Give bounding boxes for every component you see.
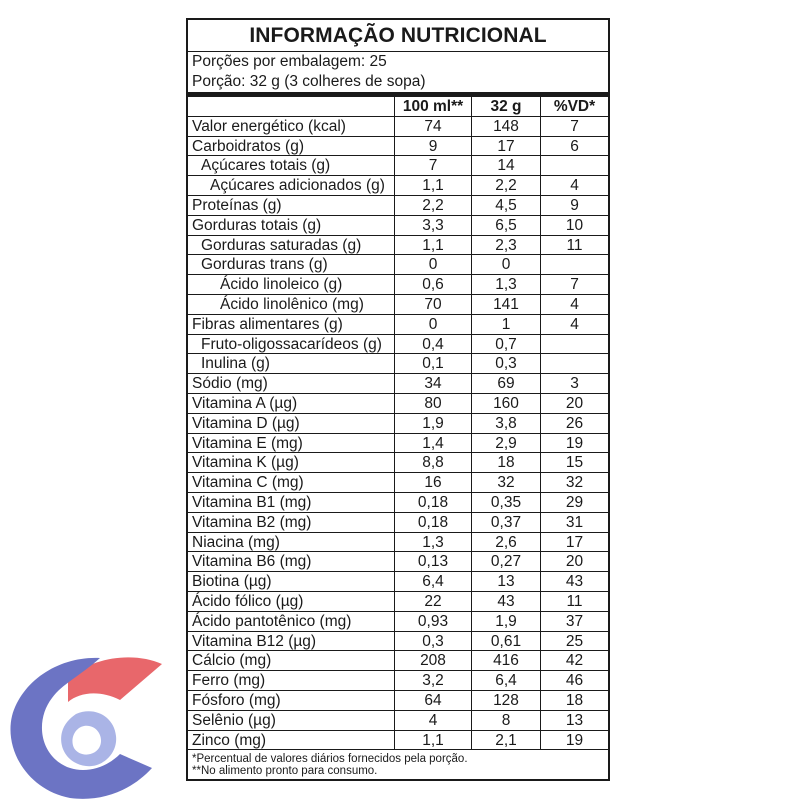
value-per-portion: 0,37	[472, 513, 541, 532]
nutrient-name: Açúcares adicionados (g)	[188, 176, 395, 195]
table-row	[188, 335, 608, 355]
nutrient-name: Vitamina C (mg)	[188, 473, 395, 492]
table-row	[188, 156, 608, 176]
table-row	[188, 255, 608, 275]
table-row	[188, 473, 608, 493]
table-row	[188, 137, 608, 157]
nutrient-name: Vitamina B1 (mg)	[188, 493, 395, 512]
nutrient-name: Fibras alimentares (g)	[188, 315, 395, 334]
value-per-portion: 0,7	[472, 335, 541, 354]
value-per-portion: 18	[472, 453, 541, 472]
value-per-portion: 2,1	[472, 731, 541, 750]
daily-value-percent: 42	[565, 652, 584, 670]
value-per-portion: 2,6	[472, 533, 541, 552]
value-per-100ml: 1,3	[395, 533, 472, 552]
value-per-portion: 69	[472, 374, 541, 393]
value-per-portion: 0	[472, 255, 541, 274]
daily-value-percent: 43	[565, 573, 584, 591]
value-per-100ml: 74	[395, 117, 472, 136]
value-per-portion: 1,3	[472, 275, 541, 294]
table-row	[188, 513, 608, 533]
table-row	[188, 394, 608, 414]
daily-value-percent: 7	[570, 117, 579, 135]
nutrient-name: Proteínas (g)	[188, 196, 395, 215]
nutrient-name: Ferro (mg)	[188, 671, 395, 690]
table-row	[188, 691, 608, 711]
nutrient-name: Açúcares totais (g)	[188, 156, 395, 175]
table-row	[188, 275, 608, 295]
value-per-100ml: 0,6	[395, 275, 472, 294]
daily-value-percent: 29	[565, 493, 584, 511]
daily-value-percent: 4	[570, 295, 579, 313]
daily-value-percent: 17	[565, 533, 584, 551]
nutrition-label	[186, 18, 610, 781]
table-row	[188, 552, 608, 572]
value-per-portion: 43	[472, 592, 541, 611]
nutrient-name: Ácido fólico (µg)	[188, 592, 395, 611]
value-per-portion: 4,5	[472, 196, 541, 215]
daily-value-percent: 20	[565, 553, 584, 571]
nutrient-name: Vitamina B12 (µg)	[188, 632, 395, 651]
table-row	[188, 453, 608, 473]
value-per-100ml: 4	[395, 711, 472, 730]
value-per-portion: 148	[472, 117, 541, 136]
table-row	[188, 374, 608, 394]
value-per-portion: 0,61	[472, 632, 541, 651]
footnote-daily-value: *Percentual de valores diários fornecidos pela porção.	[192, 753, 468, 765]
table-row	[188, 731, 608, 751]
value-per-portion: 14	[472, 156, 541, 175]
daily-value-percent: 20	[565, 394, 584, 412]
daily-value-percent: 9	[570, 196, 579, 214]
nutrient-name: Niacina (mg)	[188, 533, 395, 552]
header-nutrient	[188, 97, 395, 116]
nutrient-name: Carboidratos (g)	[188, 137, 395, 156]
value-per-100ml: 8,8	[395, 453, 472, 472]
value-per-100ml: 1,1	[395, 236, 472, 255]
table-row	[188, 711, 608, 731]
header-per-portion: 32 g	[472, 97, 541, 116]
value-per-portion: 3,8	[472, 414, 541, 433]
value-per-100ml: 0	[395, 315, 472, 334]
portion-size: Porção: 32 g (3 colheres de sopa)	[192, 73, 426, 90]
nutrient-name: Ácido pantotênico (mg)	[188, 612, 395, 631]
value-per-100ml: 70	[395, 295, 472, 314]
table-row	[188, 434, 608, 454]
value-per-100ml: 6,4	[395, 572, 472, 591]
value-per-portion: 0,3	[472, 354, 541, 373]
brand-logo	[0, 650, 170, 800]
nutrient-name: Gorduras saturadas (g)	[188, 236, 395, 255]
daily-value-percent: 31	[565, 513, 584, 531]
table-row	[188, 176, 608, 196]
table-row	[188, 592, 608, 612]
value-per-portion: 160	[472, 394, 541, 413]
value-per-100ml: 3,3	[395, 216, 472, 235]
value-per-portion: 141	[472, 295, 541, 314]
table-row	[188, 533, 608, 553]
table-row	[188, 612, 608, 632]
nutrient-name: Cálcio (mg)	[188, 651, 395, 670]
value-per-portion: 17	[472, 137, 541, 156]
value-per-portion: 2,9	[472, 434, 541, 453]
table-row	[188, 354, 608, 374]
nutrient-name: Fruto-oligossacarídeos (g)	[188, 335, 395, 354]
value-per-100ml: 1,1	[395, 731, 472, 750]
table-row	[188, 315, 608, 335]
daily-value-percent: 3	[570, 375, 579, 393]
value-per-portion: 1	[472, 315, 541, 334]
value-per-portion: 6,5	[472, 216, 541, 235]
nutrient-name: Biotina (µg)	[188, 572, 395, 591]
value-per-100ml: 0,18	[395, 513, 472, 532]
value-per-portion: 1,9	[472, 612, 541, 631]
value-per-100ml: 9	[395, 137, 472, 156]
value-per-portion: 13	[472, 572, 541, 591]
header-per-100ml: 100 ml**	[395, 97, 472, 116]
nutrient-name: Vitamina K (µg)	[188, 453, 395, 472]
daily-value-percent: 26	[565, 414, 584, 432]
daily-value-percent	[541, 354, 608, 373]
daily-value-percent: 46	[565, 672, 584, 690]
daily-value-percent: 25	[565, 632, 584, 650]
value-per-100ml: 3,2	[395, 671, 472, 690]
daily-value-percent: 13	[565, 711, 584, 729]
daily-value-percent: 19	[565, 434, 584, 452]
value-per-100ml: 0,18	[395, 493, 472, 512]
servings-per-package: Porções por embalagem: 25	[192, 53, 387, 70]
table-row	[188, 216, 608, 236]
daily-value-percent: 19	[565, 731, 584, 749]
value-per-100ml: 1,4	[395, 434, 472, 453]
value-per-portion: 6,4	[472, 671, 541, 690]
value-per-portion: 2,3	[472, 236, 541, 255]
value-per-100ml: 7	[395, 156, 472, 175]
daily-value-percent: 6	[570, 137, 579, 155]
nutrient-name: Selênio (µg)	[188, 711, 395, 730]
value-per-100ml: 208	[395, 651, 472, 670]
value-per-100ml: 0,4	[395, 335, 472, 354]
nutrient-name: Vitamina B6 (mg)	[188, 552, 395, 571]
table-row	[188, 671, 608, 691]
daily-value-percent	[541, 255, 608, 274]
value-per-100ml: 22	[395, 592, 472, 611]
nutrient-name: Zinco (mg)	[188, 731, 395, 750]
label-title: INFORMAÇÃO NUTRICIONAL	[249, 24, 547, 47]
daily-value-percent: 18	[565, 691, 584, 709]
table-row	[188, 572, 608, 592]
value-per-portion: 8	[472, 711, 541, 730]
table-row	[188, 295, 608, 315]
value-per-100ml: 1,9	[395, 414, 472, 433]
value-per-100ml: 2,2	[395, 196, 472, 215]
header-daily-value: %VD*	[553, 98, 596, 115]
value-per-100ml: 0	[395, 255, 472, 274]
value-per-100ml: 0,1	[395, 354, 472, 373]
nutrient-name: Vitamina B2 (mg)	[188, 513, 395, 532]
daily-value-percent	[541, 335, 608, 354]
nutrient-name: Gorduras trans (g)	[188, 255, 395, 274]
nutrient-name: Gorduras totais (g)	[188, 216, 395, 235]
daily-value-percent: 7	[570, 276, 579, 294]
daily-value-percent: 4	[570, 315, 579, 333]
daily-value-percent: 11	[566, 236, 583, 254]
table-row	[188, 117, 608, 137]
table-row	[188, 236, 608, 256]
table-row	[188, 196, 608, 216]
daily-value-percent	[541, 156, 608, 175]
nutrient-name: Inulina (g)	[188, 354, 395, 373]
table-row	[188, 493, 608, 513]
daily-value-percent: 32	[565, 474, 584, 492]
value-per-100ml: 1,1	[395, 176, 472, 195]
daily-value-percent: 4	[570, 177, 579, 195]
daily-value-percent: 15	[565, 454, 584, 472]
daily-value-percent: 11	[566, 592, 583, 610]
table-header-row	[188, 97, 608, 117]
table-row	[188, 414, 608, 434]
daily-value-percent: 37	[565, 612, 584, 630]
value-per-portion: 2,2	[472, 176, 541, 195]
value-per-100ml: 64	[395, 691, 472, 710]
footnote-ready-to-drink: **No alimento pronto para consumo.	[192, 765, 378, 777]
nutrient-name: Sódio (mg)	[188, 374, 395, 393]
nutrient-name: Valor energético (kcal)	[188, 117, 395, 136]
nutrient-name: Vitamina D (µg)	[188, 414, 395, 433]
table-row	[188, 651, 608, 671]
value-per-100ml: 0,13	[395, 552, 472, 571]
value-per-100ml: 0,3	[395, 632, 472, 651]
value-per-100ml: 0,93	[395, 612, 472, 631]
daily-value-percent: 10	[565, 216, 584, 234]
table-row	[188, 632, 608, 652]
value-per-100ml: 80	[395, 394, 472, 413]
value-per-portion: 128	[472, 691, 541, 710]
nutrient-name: Vitamina E (mg)	[188, 434, 395, 453]
value-per-portion: 416	[472, 651, 541, 670]
value-per-portion: 0,27	[472, 552, 541, 571]
nutrient-name: Vitamina A (µg)	[188, 394, 395, 413]
nutrition-table	[188, 97, 608, 750]
nutrient-name: Ácido linolênico (mg)	[188, 295, 395, 314]
value-per-portion: 0,35	[472, 493, 541, 512]
nutrient-name: Fósforo (mg)	[188, 691, 395, 710]
table-body	[188, 117, 608, 751]
value-per-100ml: 16	[395, 473, 472, 492]
value-per-100ml: 34	[395, 374, 472, 393]
value-per-portion: 32	[472, 473, 541, 492]
nutrient-name: Ácido linoleico (g)	[188, 275, 395, 294]
